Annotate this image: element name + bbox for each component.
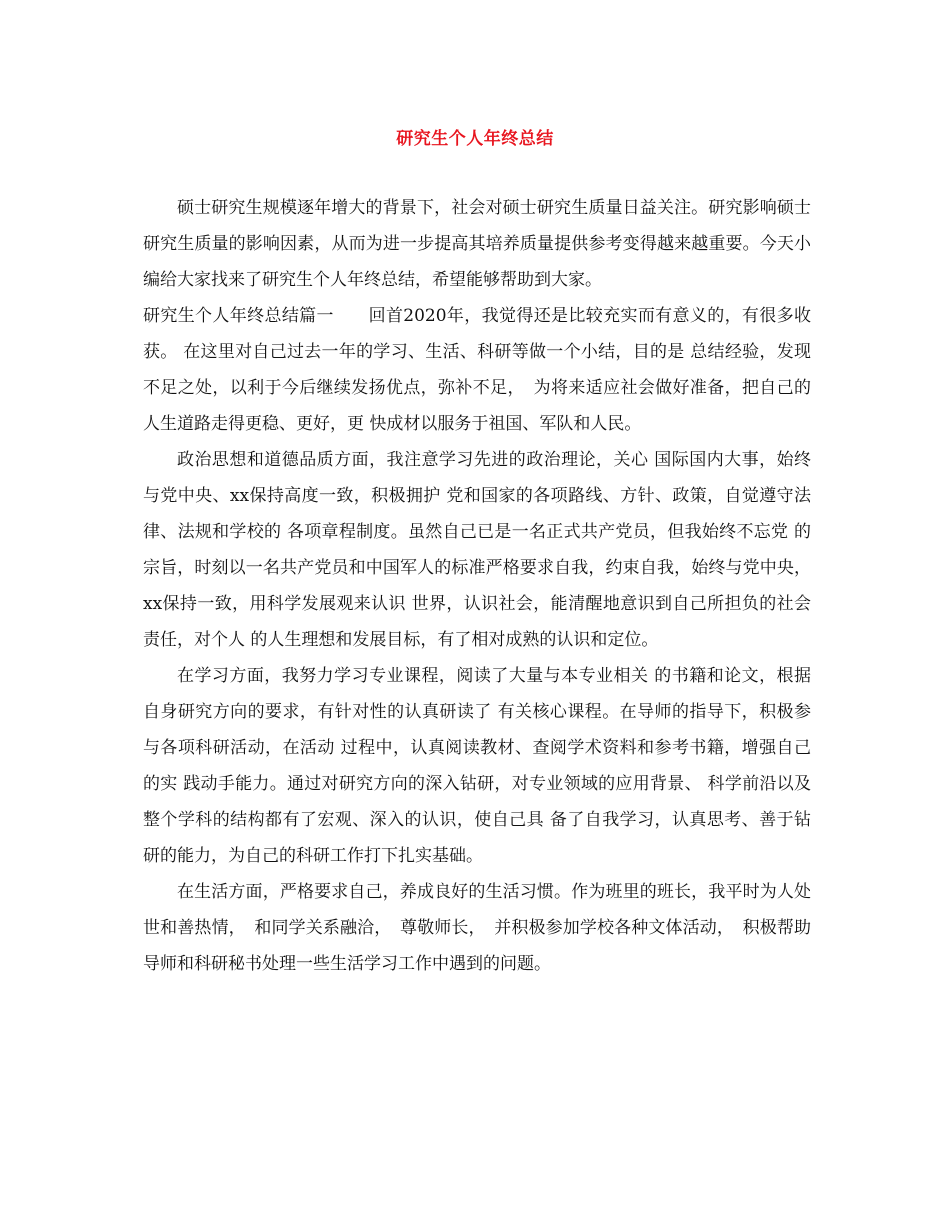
paragraph-intro: 硕士研究生规模逐年增大的背景下，社会对硕士研究生质量日益关注。研究影响硕士研究生质量的影响因素，从而为进一步提高其培养质量提供参考变得越来越重要。今天小编给大家找来了研究生个人年终总结，希望能够帮助到大家。 — [143, 198, 811, 290]
document-body — [143, 190, 811, 982]
document-title: 研究生个人年终总结 — [396, 129, 554, 149]
paragraph-section-one: 研究生个人年终总结篇一 回首2020年，我觉得还是比较充实而有意义的，有很多收获。 在这里对自己过去一年的学习、生活、科研等做一个小结，目的是 总结经验，发现不足之处，以利于今后继续发扬优点，弥补不足， 为将来适应社会做好准备，把自己的人生道路走得更稳、更好，更 快成材以服务于祖国、军队和人民。 — [143, 306, 811, 434]
paragraph-study: 在学习方面，我努力学习专业课程，阅读了大量与本专业相关 的书籍和论文，根据自身研究方向的要求，有针对性的认真研读了 有关核心课程。在导师的指导下，积极参与各项科研活动，在活动 过程中，认真阅读教材、查阅学术资料和参考书籍，增强自己的实 践动手能力。通过对研究方向的深入钻研，对专业领域的应用背景、 科学前沿以及整个学科的结构都有了宏观、深入的认识，使自己具 备了自我学习，认真思考、善于钻研的能力，为自己的科研工作打下扎实基础。 — [143, 666, 811, 866]
paragraph-political-thought: 政治思想和道德品质方面，我注意学习先进的政治理论，关心 国际国内大事，始终与党中央、xx保持高度一致，积极拥护 党和国家的各项路线、方针、政策，自觉遵守法律、法规和学校的 各项章程制度。虽然自己已是一名正式共产党员，但我始终不忘党 的宗旨，时刻以一名共产党员和中国军人的标准严格要求自我，约束自我，始终与党中央，xx保持一致，用科学发展观来认识 世界，认识社会，能清醒地意识到自己所担负的社会责任，对个人 的人生理想和发展目标，有了相对成熟的认识和定位。 — [143, 450, 811, 650]
paragraph-life: 在生活方面，严格要求自己，养成良好的生活习惯。作为班里的班长，我平时为人处世和善热情， 和同学关系融洽， 尊敬师长， 并积极参加学校各种文体活动， 积极帮助导师和科研秘书处理一些生活学习工作中遇到的问题。 — [143, 882, 811, 974]
